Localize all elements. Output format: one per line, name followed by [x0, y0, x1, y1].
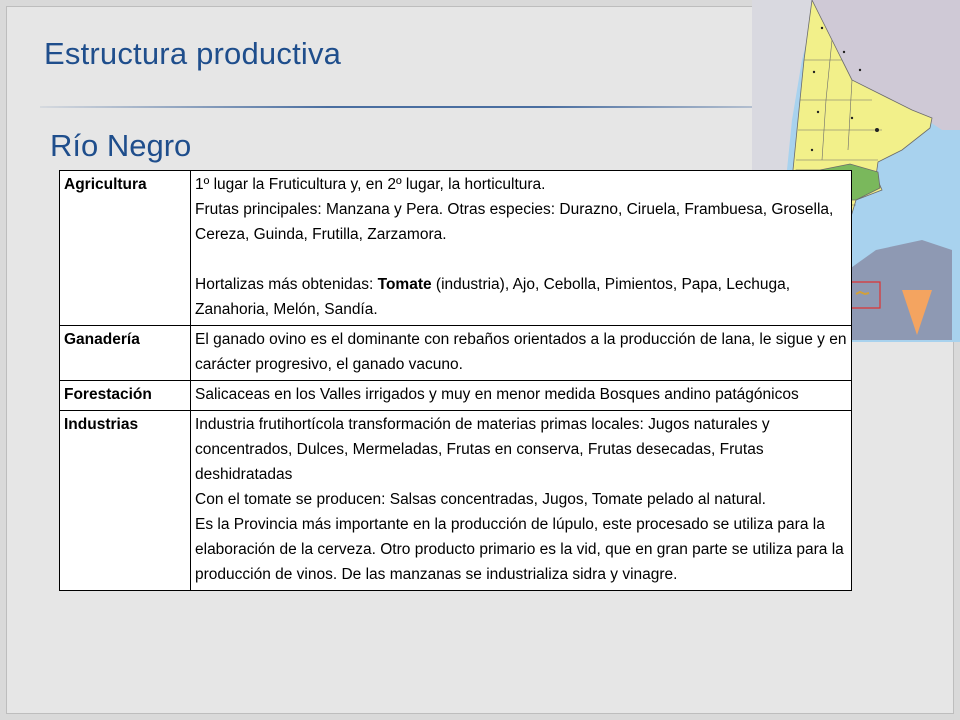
agricultura-p1: 1º lugar la Fruticultura y, en 2º lugar, la horticultura. [195, 176, 546, 193]
province-title: Río Negro [50, 128, 192, 163]
row-content [191, 171, 852, 326]
industrias-p1: Industria frutihortícola transformación de materias primas locales: Jugos naturales y concentrados, Dulces, Mermeladas, Frutas en conserva, Frutas desecadas, Frutas deshidratadas [195, 416, 770, 483]
row-content [191, 411, 852, 591]
title-divider [40, 106, 760, 108]
row-label: Industrias [60, 411, 191, 591]
table-row-industrias [60, 411, 852, 591]
table-row-forestacion [60, 381, 852, 411]
agricultura-p2: Frutas principales: Manzana y Pera. Otras especies: Durazno, Ciruela, Frambuesa, Grosella, Cereza, Guinda, Frutilla, Zarzamora. [195, 201, 834, 243]
agricultura-p3-bold: Tomate [377, 276, 432, 293]
industrias-p3: Es la Provincia más importante en la producción de lúpulo, este procesado se utiliza para la elaboración de la cerveza. Otro producto primario es la vid, que en gran parte se utiliza para la producción de vinos. De las manzanas se industrializa sidra y vinagre. [195, 516, 844, 583]
agricultura-p3-prefix: Hortalizas más obtenidas: [195, 276, 378, 293]
agricultura-p3 [195, 272, 847, 322]
forestacion-text: Salicaceas en los Valles irrigados y muy en menor medida Bosques andino patágónicos [191, 381, 852, 411]
ganaderia-text: El ganado ovino es el dominante con rebaños orientados a la producción de lana, le sigue y en carácter progresivo, el ganado vacuno. [191, 326, 852, 381]
industrias-p2: Con el tomate se producen: Salsas concentradas, Jugos, Tomate pelado al natural. [195, 491, 766, 508]
page-title: Estructura productiva [44, 36, 342, 71]
row-label: Agricultura [60, 171, 191, 326]
spacer [195, 247, 847, 272]
row-label: Forestación [60, 381, 191, 411]
agricultura-p3-rest: (industria), Ajo, Cebolla, Pimientos, Papa, Lechuga, Zanahoria, Melón, Sandía. [195, 276, 791, 318]
row-label: Ganadería [60, 326, 191, 381]
table-row-ganaderia [60, 326, 852, 381]
table-row-agricultura [60, 171, 852, 326]
production-table [59, 170, 852, 591]
